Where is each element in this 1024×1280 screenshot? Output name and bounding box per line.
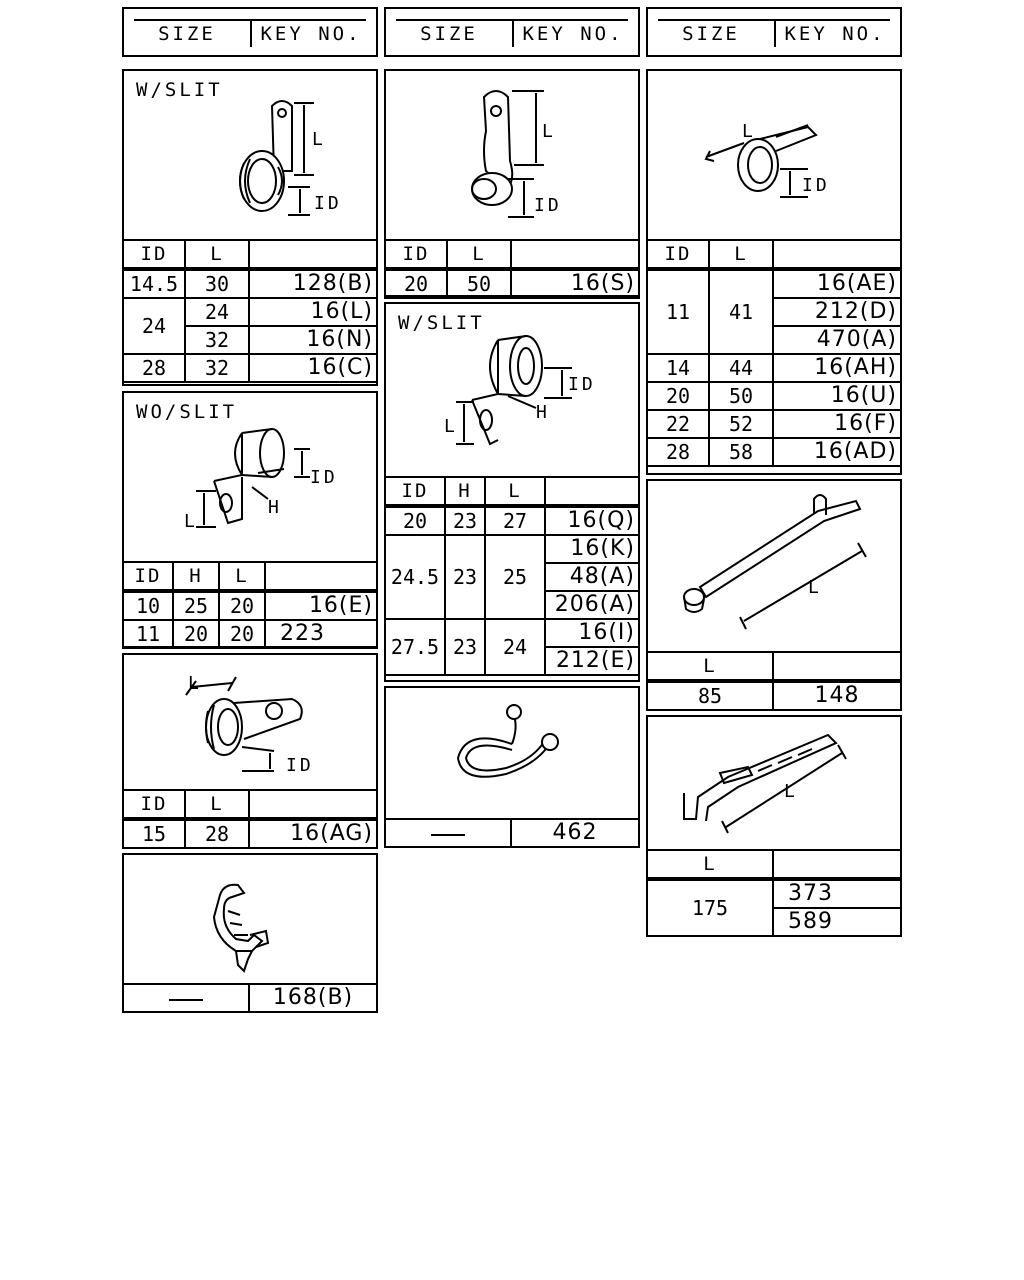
l-cell: 27 — [485, 506, 545, 535]
header-col-3 — [646, 7, 902, 57]
key-no-cell: 16(E) — [265, 591, 377, 620]
l-cell: 85 — [647, 681, 773, 710]
l-cell: 30 — [185, 269, 249, 298]
panel-cable-tie — [646, 715, 902, 937]
key-no-cell: 212(D) — [773, 298, 901, 326]
panel-twist-loop — [384, 686, 640, 848]
dim-h-label: H — [268, 497, 279, 518]
panel-hook-clip — [122, 853, 378, 1013]
dim-id-label: ID — [568, 374, 596, 395]
size-cell — [385, 819, 511, 847]
panel-tag: WO/SLIT — [136, 401, 238, 423]
l-cell: 50 — [447, 269, 511, 298]
col-header: H — [173, 562, 219, 591]
id-cell: 27.5 — [385, 619, 445, 675]
spec-table — [384, 476, 640, 676]
header-col-2 — [384, 7, 640, 57]
h-cell: 23 — [445, 619, 485, 675]
col-header: L — [447, 240, 511, 269]
key-no-cell: 16(AH) — [773, 354, 901, 382]
key-no-cell: 16(AE) — [773, 269, 901, 298]
panel-clip-w-slit — [122, 69, 378, 386]
id-cell: 28 — [123, 354, 185, 382]
h-cell: 20 — [173, 620, 219, 648]
id-cell: 22 — [647, 410, 709, 438]
h-cell: 23 — [445, 506, 485, 535]
spec-table — [122, 983, 378, 1013]
key-no-cell: 148 — [773, 681, 901, 710]
spec-table — [646, 651, 902, 711]
panel-bracket-w-slit — [384, 302, 640, 682]
col-header: L — [485, 477, 545, 506]
dim-l-label: L — [312, 129, 323, 150]
dim-l-label: L — [188, 673, 199, 694]
key-no-cell: 16(S) — [511, 269, 639, 298]
id-cell: 14.5 — [123, 269, 185, 298]
col-header — [249, 790, 377, 819]
key-no-cell: 16(C) — [249, 354, 377, 382]
l-cell: 28 — [185, 819, 249, 848]
dim-id-label: ID — [314, 193, 342, 214]
id-cell: 10 — [123, 591, 173, 620]
l-cell: 24 — [185, 298, 249, 326]
col-header: L — [219, 562, 265, 591]
spec-table — [122, 239, 378, 383]
l-cell: 25 — [485, 535, 545, 619]
dim-h-label: H — [536, 402, 547, 423]
key-no-cell: 16(N) — [249, 326, 377, 354]
l-cell: 32 — [185, 326, 249, 354]
key-no-cell: 212(E) — [545, 647, 639, 675]
h-cell: 25 — [173, 591, 219, 620]
spec-table — [122, 561, 378, 649]
col-header: L — [647, 652, 773, 681]
l-cell: 50 — [709, 382, 773, 410]
dim-l-label: L — [444, 416, 455, 437]
l-cell: 41 — [709, 269, 773, 354]
spec-table — [122, 789, 378, 849]
h-cell: 23 — [445, 535, 485, 619]
spec-table — [384, 239, 640, 299]
id-cell: 20 — [647, 382, 709, 410]
panel-band-clamp — [646, 69, 902, 475]
key-no-cell: 16(AD) — [773, 438, 901, 466]
col-header: ID — [123, 562, 173, 591]
col-header: H — [445, 477, 485, 506]
spec-table — [384, 818, 640, 848]
dim-l-label: L — [808, 577, 819, 598]
dim-id-label: ID — [310, 467, 338, 488]
id-cell: 20 — [385, 506, 445, 535]
col-header: ID — [647, 240, 709, 269]
spec-table — [646, 849, 902, 937]
header-col-1 — [122, 7, 378, 57]
key-no-cell: 16(AG) — [249, 819, 377, 848]
key-no-cell: 16(Q) — [545, 506, 639, 535]
col-header — [773, 652, 901, 681]
id-cell: 20 — [385, 269, 447, 298]
col-header: ID — [123, 790, 185, 819]
id-cell: 11 — [123, 620, 173, 648]
dim-l-label: L — [542, 121, 553, 142]
size-header: SIZE — [420, 23, 478, 45]
key-no-header: KEY NO. — [522, 23, 624, 45]
l-cell: 58 — [709, 438, 773, 466]
col-header — [511, 240, 639, 269]
key-no-cell: 48(A) — [545, 563, 639, 591]
col-header — [773, 240, 901, 269]
panel-strap-clip — [646, 479, 902, 711]
col-header: ID — [123, 240, 185, 269]
col-header — [249, 240, 377, 269]
size-header: SIZE — [682, 23, 740, 45]
panel-p-clamp — [122, 653, 378, 849]
dim-l-label: L — [742, 121, 753, 142]
id-cell: 28 — [647, 438, 709, 466]
dim-id-label: ID — [802, 175, 830, 196]
id-cell: 15 — [123, 819, 185, 848]
l-cell: 24 — [485, 619, 545, 675]
col-header: ID — [385, 240, 447, 269]
l-cell: 175 — [647, 879, 773, 936]
col-header: L — [185, 790, 249, 819]
col-header — [773, 850, 901, 879]
spec-table — [646, 239, 902, 467]
col-header: ID — [385, 477, 445, 506]
col-header: L — [709, 240, 773, 269]
col-header — [545, 477, 639, 506]
panel-tag: W/SLIT — [398, 312, 485, 334]
l-cell: 52 — [709, 410, 773, 438]
dim-l-label: L — [184, 511, 195, 532]
size-cell — [123, 984, 249, 1012]
l-cell: 44 — [709, 354, 773, 382]
l-cell: 20 — [219, 591, 265, 620]
dim-l-label: L — [784, 781, 795, 802]
panel-loop-clip — [384, 69, 640, 297]
col-header — [265, 562, 377, 591]
dim-id-label: ID — [534, 195, 562, 216]
key-no-cell: 168(B) — [249, 984, 377, 1012]
key-no-cell: 470(A) — [773, 326, 901, 354]
key-no-cell: 223 — [265, 620, 377, 648]
id-cell: 11 — [647, 269, 709, 354]
key-no-cell: 16(K) — [545, 535, 639, 563]
key-no-cell: 206(A) — [545, 591, 639, 619]
dim-id-label: ID — [286, 755, 314, 776]
id-cell: 14 — [647, 354, 709, 382]
key-no-cell: 16(U) — [773, 382, 901, 410]
id-cell: 24.5 — [385, 535, 445, 619]
panel-tag: W/SLIT — [136, 79, 223, 101]
size-header: SIZE — [158, 23, 216, 45]
col-header: L — [185, 240, 249, 269]
key-no-cell: 128(B) — [249, 269, 377, 298]
key-no-cell: 16(I) — [545, 619, 639, 647]
key-no-header: KEY NO. — [784, 23, 886, 45]
l-cell: 20 — [219, 620, 265, 648]
key-no-header: KEY NO. — [260, 23, 362, 45]
key-no-cell: 462 — [511, 819, 639, 847]
key-no-cell: 373 — [773, 879, 901, 908]
col-header: L — [647, 850, 773, 879]
l-cell: 32 — [185, 354, 249, 382]
key-no-cell: 589 — [773, 908, 901, 936]
id-cell: 24 — [123, 298, 185, 354]
key-no-cell: 16(F) — [773, 410, 901, 438]
panel-bracket-wo-slit — [122, 391, 378, 648]
key-no-cell: 16(L) — [249, 298, 377, 326]
